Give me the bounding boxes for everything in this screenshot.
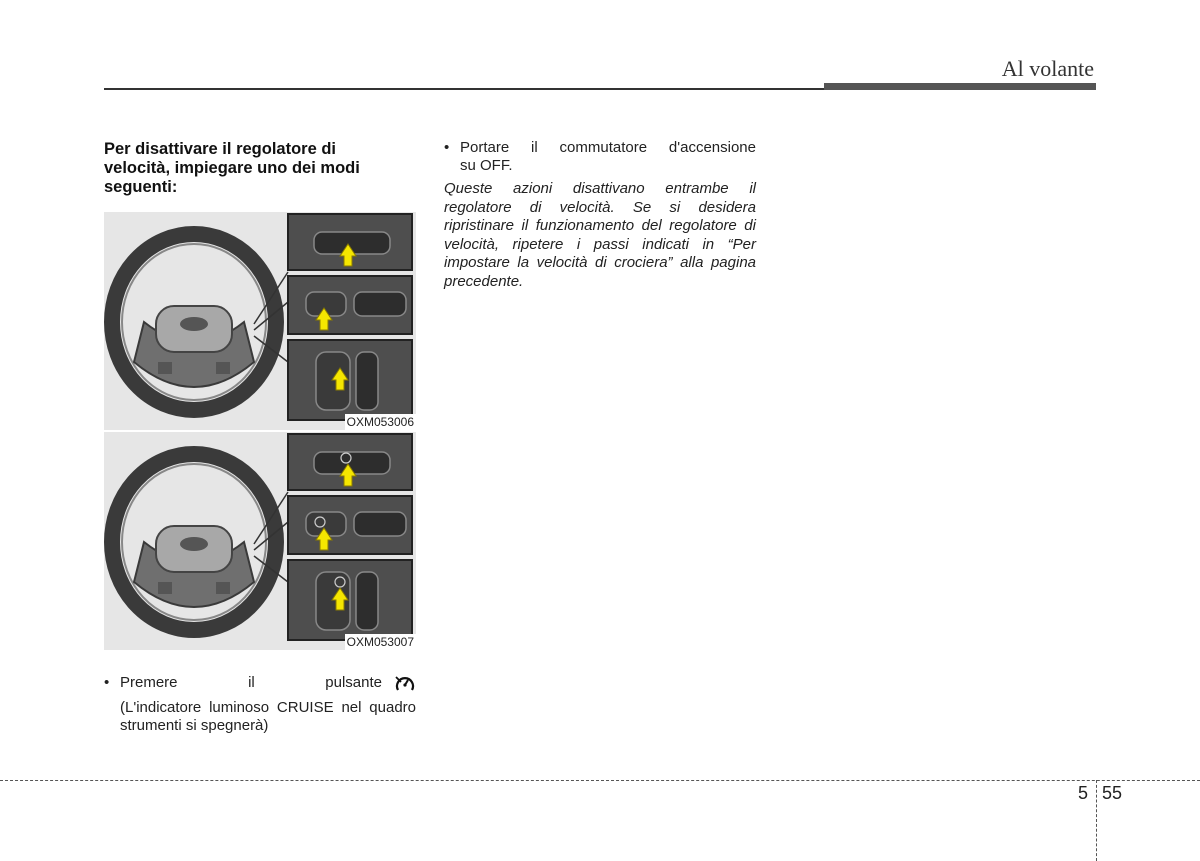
footer-vertical-divider bbox=[1096, 780, 1097, 861]
italic-note: Queste azioni disattivano entrambe il regolatore di velocità. Se si desidera ripristinare il funzionamento del regolatore di velocità, ripetere i passi indicati in “Per impostare la velocità di crociera” alla pagina precedente. bbox=[444, 180, 756, 290]
figure-code: OXM053007 bbox=[346, 635, 414, 649]
page-number: 55 bbox=[1102, 783, 1123, 803]
bullet-cancel-button bbox=[104, 674, 416, 735]
header-rule bbox=[104, 88, 824, 90]
figure-steering-cruise-resume bbox=[104, 212, 416, 430]
bullet-text: Premere il pulsante bbox=[120, 674, 382, 691]
bullet-ignition-off bbox=[444, 139, 756, 175]
steering-wheel-illustration bbox=[104, 212, 416, 430]
section-heading: Per disattivare il regolatore di velocità, impiegare uno dei modi seguenti: bbox=[104, 140, 360, 196]
bullet-text: Portare il commutatore d'accensione bbox=[460, 139, 756, 156]
running-header: Al volante bbox=[1001, 56, 1094, 81]
header-bar bbox=[824, 83, 1096, 90]
cruise-cancel-icon bbox=[394, 674, 416, 699]
chapter-number: 5 bbox=[1078, 783, 1089, 803]
figure-steering-cruise-cancel bbox=[104, 432, 416, 650]
bullet-text-continued: su OFF. bbox=[460, 157, 513, 174]
steering-wheel-illustration bbox=[104, 432, 416, 650]
figure-code: OXM053006 bbox=[346, 415, 414, 429]
bullet-dot: • bbox=[444, 139, 450, 156]
bullet-dot: • bbox=[104, 674, 110, 691]
bullet-text-continued: (L'indicatore luminoso CRUISE nel quadro strumenti si spegnerà) bbox=[120, 699, 416, 734]
footer-divider bbox=[0, 780, 1200, 781]
